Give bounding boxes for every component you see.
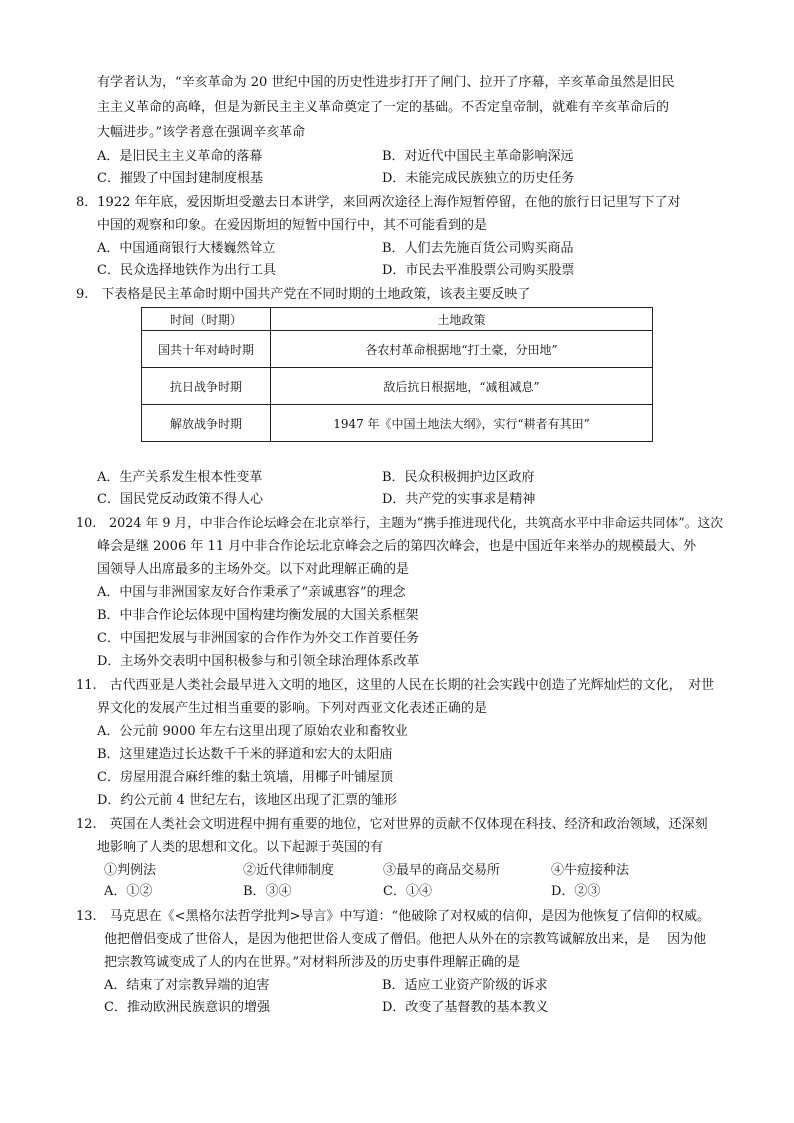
q8-option-c: C．民众选择地铁作为出行工具: [97, 263, 276, 278]
table-header-policy: 土地政策: [271, 308, 653, 331]
q10-option-c: C．中国把发展与非洲国家的合作作为外交工作首要任务: [97, 631, 419, 646]
q10-option-d: D．主场外交表明中国积极参与和引领全球治理体系改革: [97, 654, 420, 669]
table-cell-policy: 各农村革命根据地“打土豪，分田地”: [271, 331, 653, 368]
q12-item-2: ②近代律师制度: [243, 863, 335, 878]
q8-line-1: 8．1922 年年底，爱因斯坦受邀去日本讲学，来回两次途径上海作短暂停留，在他的旅行日记里写下了对: [76, 195, 681, 210]
table-cell-policy: 1947 年《中国土地法大纲》，实行“耕者有其田”: [271, 405, 653, 442]
table-row: [142, 331, 653, 368]
q7-line-1: 有学者认为，“辛亥革命为 20 世纪中国的历史性进步打开了闸门、拉开了序幕，辛亥革命虽然是旧民: [97, 75, 675, 90]
table-cell-period: 抗日战争时期: [142, 368, 271, 405]
q9-option-c: C．国民党反动政策不得人心: [97, 492, 263, 507]
q13-option-d: D．改变了基督教的基本教义: [382, 1000, 549, 1015]
q13-line-1: 13. 马克思在《<黑格尔法哲学批判>导言》中写道：“他破除了对权威的信仰，是因为他恢复了信仰的权威。: [76, 909, 711, 924]
q13-option-a: A．结束了对宗教异端的迫害: [104, 978, 270, 993]
q10-option-b: B．中非合作论坛体现中国构建均衡发展的大国关系框架: [97, 608, 419, 623]
q12-item-3: ③最早的商品交易所: [383, 863, 501, 878]
q12-item-1: ①判例法: [104, 863, 157, 878]
q13-line-2: 他把僧侣变成了世俗人，是因为他把世俗人变成了僧侣。他把人从外在的宗教笃诚解放出来，是 因为他: [104, 932, 707, 947]
q7-line-3: 大幅进步。”该学者意在强调辛亥革命: [97, 125, 306, 140]
q9-option-d: D．共产党的实事求是精神: [382, 492, 536, 507]
q9-option-a: A．生产关系发生根本性变革: [97, 470, 263, 485]
table-cell-period: 解放战争时期: [142, 405, 271, 442]
q7-option-c: C．摧毁了中国封建制度根基: [97, 171, 263, 186]
q10-line-1: 10. 2024 年 9 月，中非合作论坛峰会在北京举行，主题为“携手推进现代化，共筑高水平中非命运共同体”。这次: [76, 516, 724, 531]
q11-line-1: 11. 古代西亚是人类社会最早进入文明的地区，这里的人民在长期的社会实践中创造了光辉灿烂的文化， 对世: [76, 678, 715, 693]
table-header-period: 时间（时期）: [142, 308, 271, 331]
q7-line-2: 主主义革命的高峰，但是为新民主主义革命奠定了一定的基础。不否定皇帝制，就难有辛亥革命后的: [97, 100, 670, 115]
q10-line-3: 国领导人出席最多的主场外交。以下对此理解正确的是: [97, 562, 410, 577]
q13-option-b: B．适应工业资产阶级的诉求: [382, 978, 548, 993]
q13-line-3: 把宗教笃诚变成了人的内在世界。”对材料所涉及的历史事件理解正确的是: [104, 955, 521, 970]
table-cell-policy: 敌后抗日根据地，“减租减息”: [271, 368, 653, 405]
q12-option-d: D．②③: [551, 884, 601, 899]
q12-item-4: ④牛痘接种法: [551, 863, 630, 878]
land-policy-table: [141, 307, 653, 442]
q7-option-b: B．对近代中国民主革命影响深远: [382, 149, 574, 164]
q8-option-d: D．市民去平准股票公司购买股票: [382, 263, 575, 278]
q9-line-1: 9. 下表格是民主革命时期中国共产党在不同时期的土地政策，该表主要反映了: [76, 287, 531, 302]
q12-option-a: A．①②: [104, 884, 153, 899]
table-header-row: [142, 308, 653, 331]
q13-option-c: C．推动欧洲民族意识的增强: [104, 1000, 270, 1015]
q11-option-c: C．房屋用混合麻纤维的黏土筑墙，用椰子叶铺屋顶: [97, 770, 393, 785]
q11-line-2: 界文化的发展产生过相当重要的影响。下列对西亚文化表述正确的是: [97, 701, 488, 716]
q12-line-2: 地影响了人类的思想和文化。以下起源于英国的有: [97, 840, 384, 855]
q11-option-b: B．这里建造过长达数千千米的驿道和宏大的太阳庙: [97, 747, 393, 762]
table-row: [142, 405, 653, 442]
q11-option-a: A．公元前 9000 年左右这里出现了原始农业和畜牧业: [97, 724, 408, 739]
q9-option-b: B．民众积极拥护边区政府: [382, 470, 535, 485]
table-cell-period: 国共十年对峙时期: [142, 331, 271, 368]
table-row: [142, 368, 653, 405]
q7-option-a: A．是旧民主主义革命的落幕: [97, 149, 263, 164]
q7-option-d: D．未能完成民族独立的历史任务: [382, 171, 575, 186]
q12-option-c: C．①④: [383, 884, 432, 899]
q11-option-d: D．约公元前 4 世纪左右，该地区出现了汇票的雏形: [97, 793, 397, 808]
q12-line-1: 12. 英国在人类社会文明进程中拥有重要的地位，它对世界的贡献不仅体现在科技、经济和政治领域，还深刻: [76, 817, 708, 832]
q10-option-a: A．中国与非洲国家友好合作秉承了“亲诚惠容”的理念: [97, 585, 406, 600]
q8-option-a: A．中国通商银行大楼巍然耸立: [97, 241, 276, 256]
q12-option-b: B．③④: [243, 884, 292, 899]
q8-line-2: 中国的观察和印象。在爱因斯坦的短暂中国行中，其不可能看到的是: [97, 218, 488, 233]
q8-option-b: B．人们去先施百货公司购买商品: [382, 241, 574, 256]
q10-line-2: 峰会是继 2006 年 11 月中非合作论坛北京峰会之后的第四次峰会，也是中国近年来举办的规模最大、外: [97, 539, 697, 554]
